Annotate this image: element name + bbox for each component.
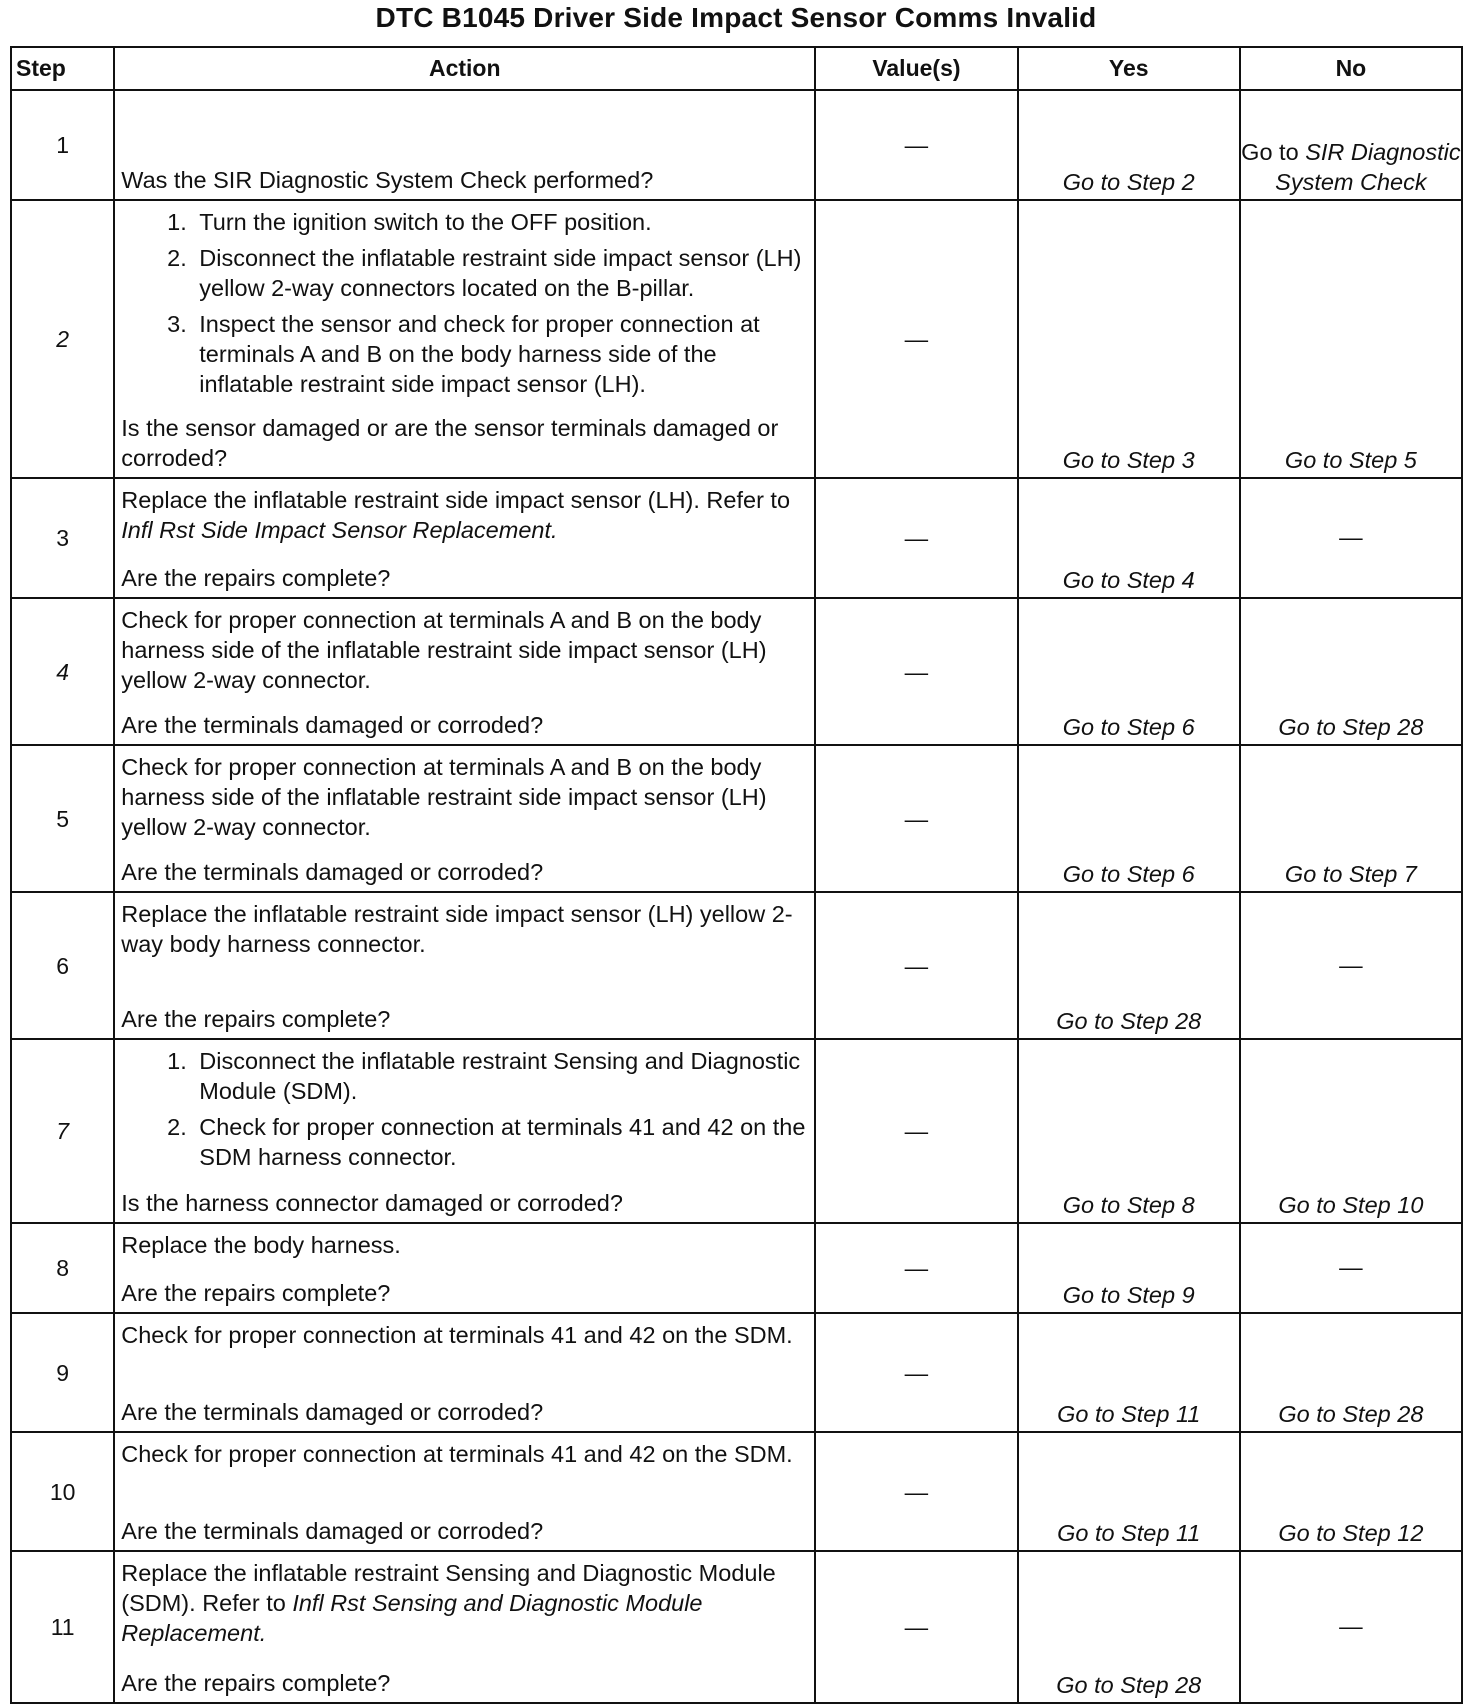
step-number: 6: [11, 892, 114, 1039]
action-question: Are the repairs complete?: [121, 1006, 391, 1032]
action-question: Is the sensor damaged or are the sensor terminals damaged or corroded?: [121, 415, 779, 471]
action-text: Check for proper connection at terminals A and B on the body harness side of the inflatable restraint side impact sensor (LH) yellow 2-way connector.: [121, 754, 767, 840]
yes-cell: Go to Step 3: [1018, 200, 1240, 478]
table-row: [11, 1313, 1462, 1432]
no-cell: Go to Step 5: [1240, 200, 1462, 478]
value-cell: —: [815, 892, 1017, 1039]
action-steps-list: [121, 1046, 806, 1178]
no-cell: Go to Step 10: [1240, 1039, 1462, 1223]
yes-cell: Go to Step 2: [1018, 90, 1240, 200]
table-row: [11, 200, 1462, 478]
action-cell: [114, 1313, 815, 1432]
yes-cell: Go to Step 11: [1018, 1313, 1240, 1432]
action-steps-list: [121, 207, 806, 405]
no-cell: Go to Step 28: [1240, 1313, 1462, 1432]
yes-cell: Go to Step 6: [1018, 598, 1240, 745]
list-item: 2. Disconnect the inflatable restraint side impact sensor (LH) yellow 2-way connectors located on the B-pillar.: [193, 243, 806, 303]
action-question: Is the harness connector damaged or corroded?: [121, 1190, 623, 1216]
action-instruction: Replace the inflatable restraint Sensing and Diagnostic Module (SDM). Refer to: [121, 1560, 776, 1616]
header-action: Action: [114, 47, 815, 90]
table-header-row: [11, 47, 1462, 90]
table-row: [11, 1551, 1462, 1703]
action-text: [121, 485, 806, 545]
action-reference: Infl Rst Side Impact Sensor Replacement.: [121, 517, 558, 543]
step-number: 11: [11, 1551, 114, 1703]
action-question: Are the terminals damaged or corroded?: [121, 1518, 544, 1544]
table-row: [11, 478, 1462, 598]
table-row: [11, 892, 1462, 1039]
no-cell: —: [1240, 1223, 1462, 1313]
list-item: 1. Turn the ignition switch to the OFF position.: [193, 207, 806, 237]
header-yes: Yes: [1018, 47, 1240, 90]
table-row: [11, 1223, 1462, 1313]
no-reference: SIR Diagnostic System Check: [1275, 139, 1461, 195]
step-number: 7: [11, 1039, 114, 1223]
action-text: Check for proper connection at terminals 41 and 42 on the SDM.: [121, 1441, 793, 1467]
action-question: Are the repairs complete?: [121, 565, 391, 591]
action-cell: [114, 892, 815, 1039]
no-cell: Go to Step 28: [1240, 598, 1462, 745]
yes-cell: Go to Step 4: [1018, 478, 1240, 598]
action-text: Replace the inflatable restraint side impact sensor (LH) yellow 2-way body harness connector.: [121, 901, 793, 957]
no-cell: —: [1240, 478, 1462, 598]
step-number: 9: [11, 1313, 114, 1432]
no-prefix: Go to: [1241, 139, 1299, 165]
action-text: [121, 1558, 806, 1648]
action-instruction: Replace the inflatable restraint side impact sensor (LH). Refer to: [121, 487, 791, 513]
yes-cell: Go to Step 28: [1018, 1551, 1240, 1703]
action-question: Are the terminals damaged or corroded?: [121, 712, 544, 738]
action-cell: [114, 90, 815, 200]
action-text: Replace the body harness.: [121, 1232, 401, 1258]
list-item: 1. Disconnect the inflatable restraint Sensing and Diagnostic Module (SDM).: [193, 1046, 806, 1106]
header-values: Value(s): [815, 47, 1017, 90]
action-cell: [114, 1551, 815, 1703]
action-cell: [114, 478, 815, 598]
no-cell: —: [1240, 1551, 1462, 1703]
table-row: [11, 745, 1462, 892]
step-number: 4: [11, 598, 114, 745]
table-row: [11, 90, 1462, 200]
action-cell: [114, 200, 815, 478]
step-number: 5: [11, 745, 114, 892]
value-cell: —: [815, 1432, 1017, 1551]
action-question: Are the terminals damaged or corroded?: [121, 1399, 544, 1425]
table-row: [11, 1039, 1462, 1223]
action-cell: [114, 745, 815, 892]
value-cell: —: [815, 1039, 1017, 1223]
value-cell: —: [815, 90, 1017, 200]
no-cell: Go to Step 12: [1240, 1432, 1462, 1551]
action-cell: [114, 1039, 815, 1223]
action-text: Check for proper connection at terminals 41 and 42 on the SDM.: [121, 1322, 793, 1348]
value-cell: —: [815, 1313, 1017, 1432]
yes-cell: Go to Step 28: [1018, 892, 1240, 1039]
yes-cell: Go to Step 9: [1018, 1223, 1240, 1313]
list-item: 3. Inspect the sensor and check for proper connection at terminals A and B on the body harness side of the inflatable restraint side impact sensor (LH).: [193, 309, 806, 399]
no-cell: [1240, 90, 1462, 200]
step-number: 2: [11, 200, 114, 478]
action-cell: [114, 598, 815, 745]
yes-cell: Go to Step 11: [1018, 1432, 1240, 1551]
step-number: 1: [11, 90, 114, 200]
action-cell: [114, 1432, 815, 1551]
header-no: No: [1240, 47, 1462, 90]
yes-cell: Go to Step 8: [1018, 1039, 1240, 1223]
value-cell: —: [815, 200, 1017, 478]
header-step: Step: [11, 47, 114, 90]
value-cell: —: [815, 598, 1017, 745]
action-text: Check for proper connection at terminals A and B on the body harness side of the inflatable restraint side impact sensor (LH) yellow 2-way connector.: [121, 607, 767, 693]
no-cell: —: [1240, 892, 1462, 1039]
step-number: 3: [11, 478, 114, 598]
page-title: DTC B1045 Driver Side Impact Sensor Comms Invalid: [375, 2, 1097, 33]
table-row: [11, 1432, 1462, 1551]
action-question: Are the terminals damaged or corroded?: [121, 859, 544, 885]
action-question: Was the SIR Diagnostic System Check performed?: [121, 167, 654, 193]
yes-cell: Go to Step 6: [1018, 745, 1240, 892]
value-cell: —: [815, 745, 1017, 892]
action-question: Are the repairs complete?: [121, 1280, 391, 1306]
value-cell: —: [815, 478, 1017, 598]
step-number: 8: [11, 1223, 114, 1313]
value-cell: —: [815, 1551, 1017, 1703]
step-number: 10: [11, 1432, 114, 1551]
list-item: 2. Check for proper connection at terminals 41 and 42 on the SDM harness connector.: [193, 1112, 806, 1172]
action-question: Are the repairs complete?: [121, 1670, 391, 1696]
action-reference: Infl Rst Sensing and Diagnostic Module Replacement.: [121, 1590, 703, 1646]
no-cell: Go to Step 7: [1240, 745, 1462, 892]
value-cell: —: [815, 1223, 1017, 1313]
table-row: [11, 598, 1462, 745]
action-cell: [114, 1223, 815, 1313]
diagnostic-table: [10, 46, 1463, 1704]
